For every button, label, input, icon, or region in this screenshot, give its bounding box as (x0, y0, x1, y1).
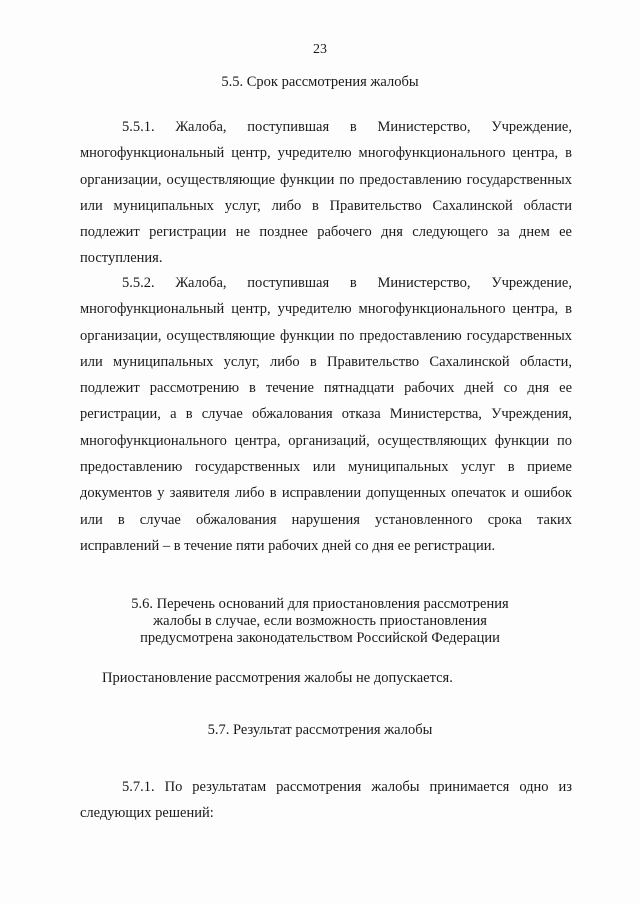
section-5-6-heading (0, 596, 640, 647)
paragraph-5-7-1 (80, 774, 572, 827)
paragraph-5-7-1-text: 5.7.1. По результатам рассмотрения жалобы принимается одно из следующих решений: (80, 779, 572, 822)
paragraph-5-6: Приостановление рассмотрения жалобы не допускается. (102, 670, 453, 686)
section-5-7-heading: 5.7. Результат рассмотрения жалобы (207, 722, 433, 738)
paragraph-5-5-1-text: 5.5.1. Жалоба, поступившая в Министерство, Учреждение, многофункциональный центр, учредителю многофункционального центра, в организации, осуществляющие функции по предоставлению государственных или муниципальных услуг, либо в Правительство Сахалинской области подлежит регистрации не позднее рабочего дня следующего за днем ее поступления. (80, 119, 572, 267)
section-5-6-heading-line: 5.6. Перечень оснований для приостановления рассмотрения (131, 596, 509, 612)
section-5-6-heading-line: жалобы в случае, если возможность приостановления (153, 613, 487, 629)
paragraph-5-5-2-text: 5.5.2. Жалоба, поступившая в Министерство, Учреждение, многофункциональный центр, учредителю многофункционального центра, в организации, осуществляющие функции по предоставлению государственных или муниципальных услуг, либо в Правительство Сахалинской области, подлежит рассмотрению в течение пятнадцати рабочих дней со дня ее регистрации, а в случае обжалования отказа Министерства, Учреждения, многофункционального центра, организаций, осуществляющих функции по предоставлению государственных или муниципальных услуг в приеме документов у заявителя либо в исправлении допущенных опечаток и ошибок или в случае обжалования нарушения установленного срока таких исправлений – в течение пяти рабочих дней со дня ее регистрации. (80, 275, 572, 554)
paragraph-5-5-1 (80, 114, 572, 272)
paragraph-5-5-2 (80, 270, 572, 559)
section-5-6-heading-line: предусмотрена законодательством Российской Федерации (140, 630, 500, 646)
section-5-5-heading: 5.5. Срок рассмотрения жалобы (221, 74, 419, 90)
page-number: 23 (313, 42, 327, 57)
